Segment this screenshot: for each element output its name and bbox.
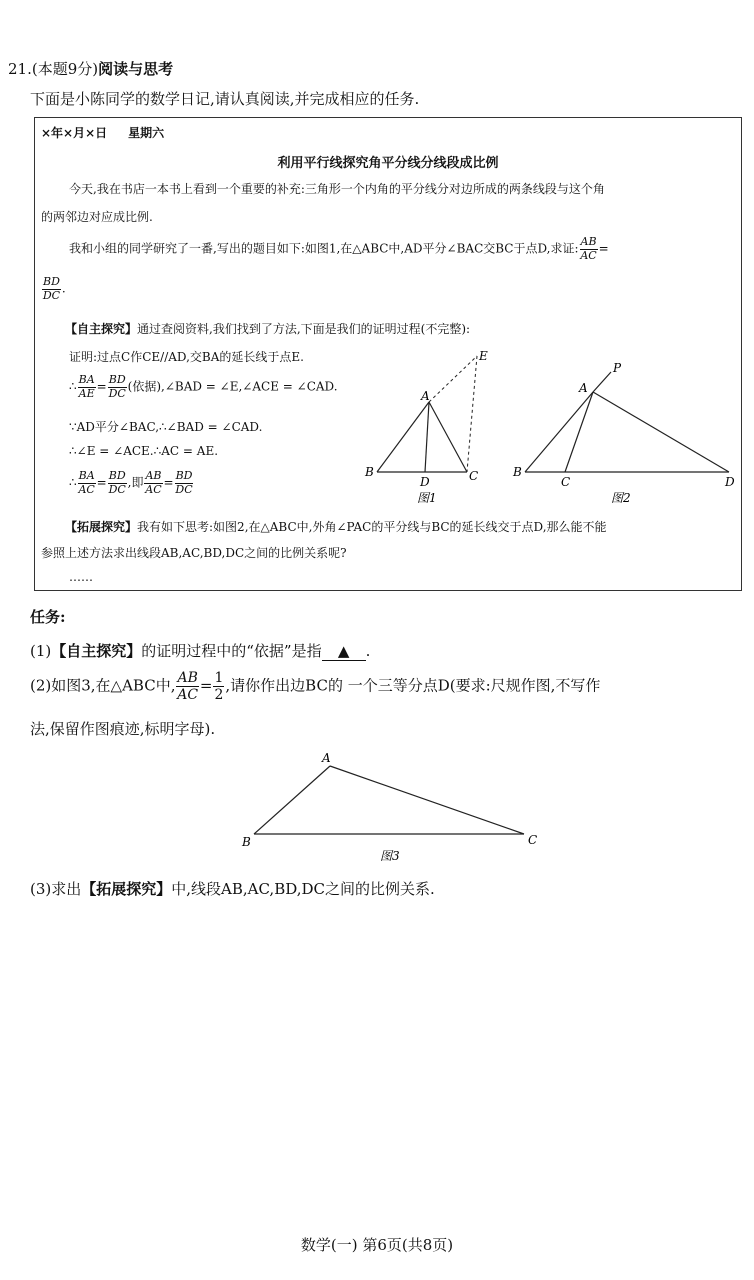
frac-bd-dc — [175, 470, 194, 496]
fig2-label-b: B — [513, 465, 522, 479]
fig1-seg-ec — [467, 356, 477, 472]
ext-text-a: 我有如下思考:如图2,在△ABC中,外角∠PAC的平分线与BC的延长线交于点D,那么能不能 — [137, 520, 607, 534]
fig2-label-p: P — [613, 361, 622, 375]
task-2-text-b: ,请你作出边BC的 一个三等分点D(要求:尺规作图,不写作 — [225, 676, 601, 695]
fig3-seg-ac — [330, 766, 524, 834]
frac-bottom: AC — [177, 687, 199, 704]
fig1-label-a: A — [421, 389, 430, 403]
fig3-label-c: C — [528, 833, 538, 847]
diary-para2-text: 我和小组的同学研究了一番,写出的题目如下:如图1,在△ABC中,AD平分∠BAC交BC于点D,求证: — [69, 241, 579, 256]
task-3-text: 中,线段AB,AC,BD,DC之间的比例关系. — [171, 880, 435, 898]
figure-3 — [236, 748, 546, 868]
explore-line — [65, 320, 470, 337]
question-topic: 阅读与思考 — [98, 60, 174, 78]
figure-2 — [511, 358, 741, 508]
diary-para1a: 今天,我在书店一本书上看到一个重要的补充:三角形一个内角的平分线分对边所成的两条线段与这个角 — [69, 182, 605, 196]
proof-5-mid: ,即 — [127, 475, 144, 490]
task-3-tag: 【拓展探究】 — [81, 880, 172, 898]
diary-date-line — [41, 124, 164, 141]
diary-box — [34, 117, 742, 591]
fig1-caption: 图1 — [417, 491, 437, 505]
diary-para2 — [69, 236, 609, 262]
proof-line-3: ∵AD平分∠BAC,∴∠BAD = ∠CAD. — [69, 420, 263, 434]
task-1-end: . — [365, 642, 371, 660]
figure-1 — [361, 348, 491, 508]
proof-line-5 — [69, 470, 194, 496]
diary-date: ×年×月×日 — [41, 126, 108, 140]
question-header — [8, 58, 173, 79]
frac-ab-ac — [144, 470, 162, 496]
task-1-tag: 【自主探究】 — [51, 642, 142, 660]
task-2-text-a: (2)如图3,在△ABC中, — [30, 676, 176, 695]
frac-bottom: AE — [78, 386, 95, 400]
task-2-line-2: 法,保留作图痕迹,标明字母). — [30, 720, 216, 738]
fig2-label-c: C — [561, 475, 571, 489]
eq-sign: = — [199, 676, 213, 695]
diary-para3 — [41, 276, 66, 302]
ext-tag: 【拓展探究】 — [65, 520, 138, 534]
fig3-label-b: B — [242, 835, 251, 849]
frac-ab-ac — [176, 670, 198, 703]
frac-top: BD — [108, 469, 126, 482]
fig2-seg-ap — [593, 372, 611, 392]
frac-bottom: 2 — [214, 687, 224, 704]
frac-bottom: DC — [42, 288, 61, 302]
task-1-prefix: (1) — [30, 642, 52, 660]
eq-sign: = — [598, 241, 609, 256]
tasks-header: 任务: — [30, 608, 66, 626]
proof-line-2 — [69, 374, 338, 400]
frac-bottom: DC — [175, 482, 193, 496]
frac-top: BD — [175, 469, 193, 482]
fig1-seg-ad — [425, 402, 429, 472]
eq-sign: = — [163, 475, 174, 490]
fig3-caption: 图3 — [380, 849, 400, 863]
question-intro: 下面是小陈同学的数学日记,请认真阅读,并完成相应的任务. — [30, 90, 420, 108]
eq-sign: = — [96, 379, 107, 394]
frac-bottom: DC — [108, 482, 126, 496]
task-1-answer-blank[interactable]: ▲ — [322, 642, 366, 661]
frac-top: BD — [108, 373, 126, 386]
fig3-label-a: A — [322, 751, 331, 765]
explore-text: 通过查阅资料,我们找到了方法,下面是我们的证明过程(不完整): — [137, 322, 471, 336]
fig1-label-c: C — [469, 469, 479, 483]
fig2-seg-ba — [525, 392, 593, 472]
frac-top: 1 — [214, 670, 224, 686]
period: . — [61, 281, 66, 296]
frac-top: BA — [78, 469, 95, 482]
fig2-label-a: A — [579, 381, 588, 395]
fig1-label-b: B — [365, 465, 374, 479]
question-points: (本题9分) — [31, 60, 99, 78]
question-number: 21. — [8, 60, 32, 78]
fig2-seg-ac — [565, 392, 593, 472]
ext-line-a — [65, 518, 607, 535]
frac-bottom: AC — [580, 248, 597, 262]
task-1-text: 的证明过程中的“依据”是指 — [141, 642, 322, 660]
frac-top: BA — [78, 373, 95, 386]
task-3-prefix: (3)求出 — [30, 880, 82, 898]
frac-bottom: DC — [108, 386, 126, 400]
diary-title: 利用平行线探究角平分线分线段成比例 — [277, 156, 499, 171]
frac-top: AB — [177, 670, 198, 686]
fig3-seg-ba — [254, 766, 330, 834]
task-2-line-1 — [30, 670, 600, 703]
frac-bd-dc — [108, 470, 127, 496]
fig1-seg-ba — [377, 402, 429, 472]
frac-bottom: AC — [78, 482, 95, 496]
frac-bd-dc — [42, 276, 61, 302]
therefore-sign: ∴ — [69, 379, 77, 394]
fig1-seg-ae — [429, 356, 477, 402]
frac-one-half — [213, 670, 224, 703]
therefore-sign: ∴ — [69, 475, 77, 490]
fig1-label-e: E — [479, 349, 488, 363]
explore-tag: 【自主探究】 — [65, 322, 138, 336]
eq-sign: = — [96, 475, 107, 490]
proof-line-1: 证明:过点C作CE//AD,交BA的延长线于点E. — [69, 350, 304, 364]
ellipsis: …… — [69, 570, 93, 584]
frac-top: AB — [580, 235, 597, 248]
fig1-label-d: D — [420, 475, 430, 489]
ext-line-b: 参照上述方法求出线段AB,AC,BD,DC之间的比例关系呢? — [41, 546, 347, 560]
frac-bottom: AC — [145, 482, 162, 496]
diary-para1b: 的两邻边对应成比例. — [41, 210, 153, 224]
frac-bd-dc — [108, 374, 127, 400]
fig2-caption: 图2 — [611, 491, 631, 505]
fig2-seg-ad — [593, 392, 729, 472]
frac-top: AB — [145, 469, 162, 482]
frac-ab-ac — [580, 236, 598, 262]
task-1 — [30, 640, 370, 661]
proof-2-text: (依据),∠BAD = ∠E,∠ACE = ∠CAD. — [127, 379, 338, 394]
frac-top: BD — [43, 275, 60, 288]
frac-ba-ae — [78, 374, 96, 400]
fig2-label-d: D — [725, 475, 735, 489]
diary-weekday: 星期六 — [128, 126, 165, 140]
frac-ba-ac — [78, 470, 96, 496]
fig1-seg-ac — [429, 402, 467, 472]
proof-line-4: ∴∠E = ∠ACE.∴AC = AE. — [69, 444, 219, 458]
page-footer: 数学(一) 第6页(共8页) — [300, 1236, 454, 1254]
task-3 — [30, 878, 435, 899]
